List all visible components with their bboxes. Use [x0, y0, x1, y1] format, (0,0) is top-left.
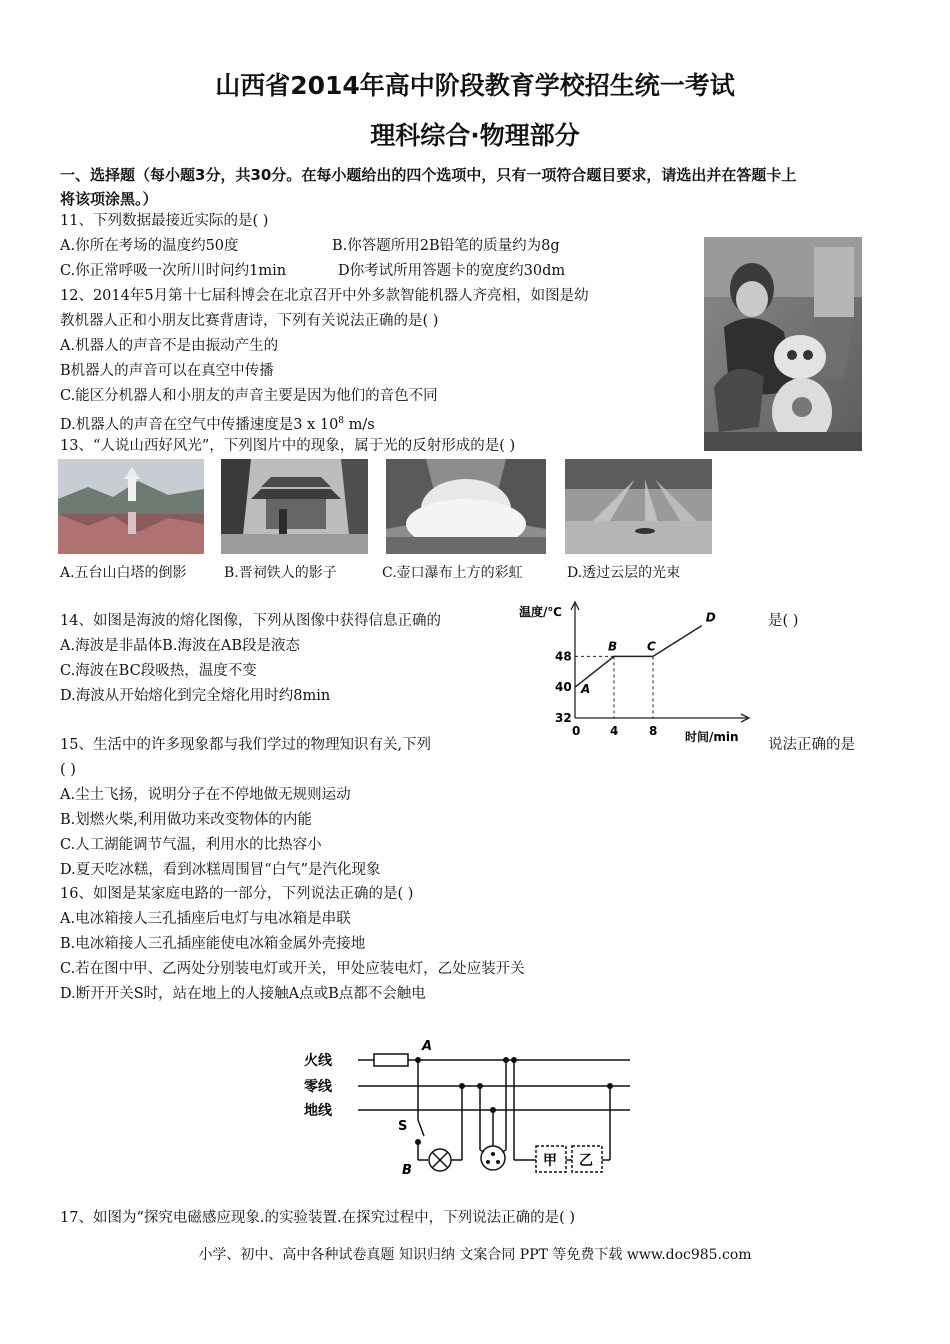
q12-option-c: C.能区分机器人和小朋友的声音主要是因为他们的音色不同 [60, 388, 438, 404]
q13-option-b: B.晋祠铁人的影子 [224, 565, 337, 581]
q15-option-b: B.划燃火柴,利用做功来改变物体的内能 [60, 812, 312, 828]
q16-option-c: C.若在图中甲、乙两处分别装电灯或开关，甲处应装电灯，乙处应装开关 [60, 961, 525, 977]
label-jia: 甲 [543, 1153, 557, 1169]
q16-option-b: B.电冰箱接人三孔插座能使电冰箱金属外壳接地 [60, 936, 366, 952]
label-live: 火线 [304, 1053, 332, 1069]
three-hole-socket [481, 1146, 505, 1170]
q11-option-a: A.你所在考场的温度约50度 [60, 238, 239, 254]
q16-option-a: A.电冰箱接人三孔插座后电灯与电冰箱是串联 [60, 911, 351, 927]
q14-option-d: D.海波从开始熔化到完全熔化用时约8min [60, 688, 331, 704]
label-yi: 乙 [579, 1153, 593, 1169]
q12-option-b: B机器人的声音可以在真空中传播 [60, 363, 274, 379]
q13-stem: 13、“人说山西好风光”，下列图片中的现象，属于光的反射形成的是( ) [60, 438, 516, 454]
q13-option-d: D.透过云层的光束 [567, 565, 681, 581]
section-header-line2: 将该项涂黑。） [60, 190, 158, 208]
q12-stem-line2: 教机器人正和小朋友比赛背唐诗，下列有关说法正确的是( ) [60, 313, 439, 329]
q14-option-c: C.海波在BC段吸热，温度不变 [60, 663, 257, 679]
point-label-c: C [647, 639, 656, 654]
q14-option-ab: A.海波是非晶体B.海波在AB段是液态 [60, 638, 300, 654]
x-tick-label: 4 [610, 724, 619, 738]
melting-chart [515, 598, 760, 748]
label-ground: 地线 [304, 1103, 332, 1119]
q14-stem-right: 是( ) [768, 613, 799, 629]
q15-option-c: C.人工湖能调节气温，利用水的比热容小 [60, 837, 322, 853]
point-label-b: B [608, 639, 618, 654]
q11-option-d: D你考试所用答题卡的宽度约30dm [338, 263, 566, 279]
q15-option-d: D.夏天吃冰糕，看到冰糕周围冒“白气”是汽化现象 [60, 862, 381, 878]
circuit-diagram [300, 1030, 640, 1180]
q11-stem: 11、下列数据最接近实际的是( ) [60, 213, 269, 229]
switch-blade [418, 1120, 424, 1136]
y-tick-label: 40 [555, 680, 572, 695]
y-tick-label: 32 [555, 711, 572, 725]
label-switch: S [398, 1119, 408, 1134]
page-subtitle: 理科综合·物理部分 [370, 121, 580, 150]
x-tick-label: 0 [572, 724, 581, 738]
q12-stem-line1: 12、2014年5月第十七届科博会在北京召开中外多款智能机器人齐亮相，如图是幼 [60, 288, 589, 304]
q13-option-c: C.壶口瀑布上方的彩虹 [382, 565, 523, 581]
point-label-a: A [581, 682, 591, 697]
q15-stem-right: 说法正确的是 [768, 737, 855, 753]
page-footer: 小学、初中、高中各种试卷真题 知识归纳 文案合同 PPT 等免费下载 www.doc985.com [198, 1247, 752, 1263]
fuse [374, 1054, 408, 1066]
q15-stem-left: 15、生活中的许多现象都与我们学过的物理知识有关,下列 [60, 737, 432, 753]
q17-stem: 17、如图为“探究电磁感应现象.的实验装置.在探究过程中，下列说法正确的是( ) [60, 1210, 576, 1226]
q15-option-a: A.尘土飞扬，说明分子在不停地做无规则运动 [60, 787, 351, 803]
label-neutral: 零线 [304, 1079, 332, 1095]
y-tick-label: 48 [555, 649, 572, 664]
q15-paren: ( ) [60, 762, 76, 778]
q16-stem: 16、如图是某家庭电路的一部分，下列说法正确的是( ) [60, 886, 414, 902]
q13-photo-c [386, 459, 546, 554]
x-tick-label: 8 [649, 724, 658, 738]
q12-option-d: D.机器人的声音在空气中传播速度是3 x $10^8$ m/s [60, 416, 375, 433]
q11-option-c: C.你正常呼吸一次所川时问约1min [60, 263, 287, 279]
q16-option-d: D.断开开关S时，站在地上的人接触A点或B点都不会触电 [60, 986, 426, 1002]
q13-option-a: A.五台山白塔的倒影 [60, 565, 187, 581]
q12-option-a: A.机器人的声音不是由振动产生的 [60, 338, 279, 354]
q13-photo-d [565, 459, 712, 554]
point-label-d: D [705, 610, 716, 625]
q13-photo-b [221, 459, 368, 554]
robot-photo [704, 237, 862, 451]
q11-option-b: B.你答题所用2B铅笔的质量约为8g [332, 238, 560, 254]
q13-photo-a [58, 459, 204, 554]
label-point-a: A [422, 1039, 433, 1054]
page-title: 山西省2014年高中阶段教育学校招生统一考试 [215, 71, 735, 100]
section-header-line1: 一、选择题（每小题3分，共30分。在每小题给出的四个选项中，只有一项符合题目要求，请选出并在答题卡上 [60, 166, 797, 184]
label-point-b: B [402, 1163, 412, 1178]
x-axis-label: 时间/min [685, 730, 739, 744]
y-axis-label: 温度/℃ [519, 605, 562, 619]
q14-stem-left: 14、如图是海波的熔化图像，下列从图像中获得信息正确的 [60, 613, 441, 629]
